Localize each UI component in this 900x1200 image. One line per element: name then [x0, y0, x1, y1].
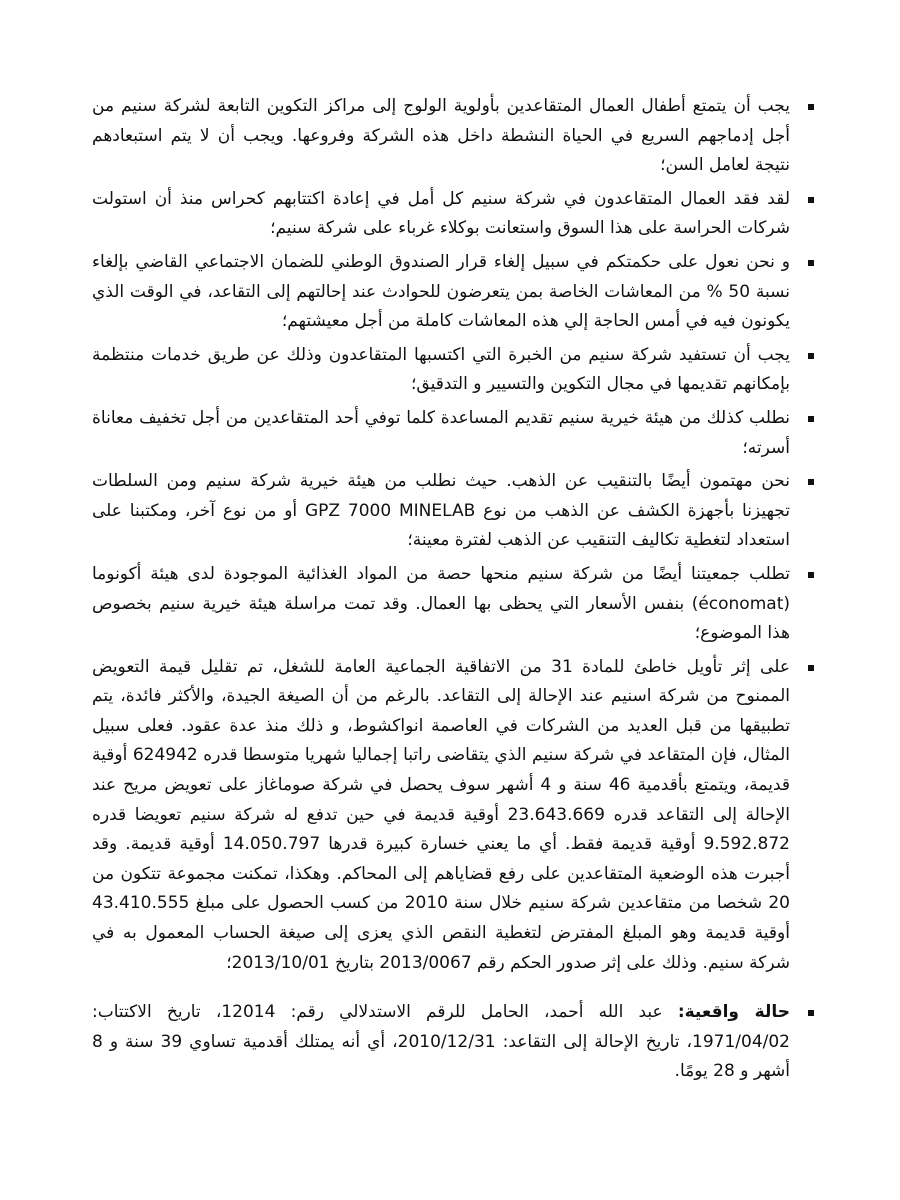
bullet-text: نطلب كذلك من هيئة خيرية سنيم تقديم المساعدة كلما توفي أحد المتقاعدين من أجل تخفيف معاناة أسرته؛ — [92, 407, 790, 458]
square-bullet-icon — [808, 665, 814, 671]
bullet-item-retiree-experience — [92, 341, 818, 400]
bullet-text: نحن مهتمون أيضًا بالتنقيب عن الذهب. حيث نطلب من هيئة خيرية شركة سنيم ومن السلطات تجهيزنا بأجهزة الكشف عن الذهب من نوع GPZ 7000 MINELAB أو من نوع آخر، ومكتبنا على استعداد لتغطية تكاليف التنقيب عن الذهب لفترة معينة؛ — [92, 471, 790, 551]
square-bullet-icon — [808, 479, 814, 485]
bullet-title: حالة واقعية: — [677, 1002, 790, 1023]
square-bullet-icon — [808, 353, 814, 359]
bullet-text: على إثر تأويل خاطئ للمادة 31 من الاتفاقية الجماعية العامة للشغل، تم تقليل قيمة التعويض الممنوح من شركة اسنيم عند الإحالة إلى التقاعد. بالرغم من أن الصيغة الجيدة، والأكثر فائدة، يتم تطبيقها من قبل العديد من الشركات في العاصمة انواكشوط، و ذلك منذ عدة عقود. فعلى سبيل المثال، فإن المتقاعد في شركة سنيم الذي يتقاضى راتبا إجماليا شهريا متوسطا قدره 624942 أوقية قديمة، ويتمتع بأقدمية 46 سنة و 4 أشهر سوف يحصل في شركة صوماغاز على تعويض مريح عند الإحالة إلى التقاعد قدره 23.643.669 أوقية قديمة في حين تدفع له شركة سنيم تعويضا قدره 9.592.872 أوقية قديمة فقط. أي ما يعني خسارة كبيرة قدرها 14.050.797 أوقية قديمة. وقد أجبرت هذه الوضعية المتقاعدين على رفع قضاياهم إلى المحاكم. وهكذا، تمكنت مجموعة تتكون من 20 شخصا من متقاعدين شركة سنيم خلال سنة 2010 من كسب الحصول على مبلغ 43.410.555 أوقية قديمة وهو المبلغ المفترض لتغطية النقص الذي يعزى إلى صيغة الحساب المعمول به في شركة سنيم. وذلك على إثر صدور الحكم رقم 2013/0067 بتاريخ 2013/10/01؛ — [92, 656, 791, 973]
bullet-item-guard-recruitment — [92, 185, 818, 244]
bullet-item-real-case — [92, 998, 818, 1087]
bullet-text — [92, 998, 790, 1087]
square-bullet-icon — [808, 197, 814, 203]
square-bullet-icon — [808, 104, 814, 110]
bullet-item-children-training-priority — [92, 92, 818, 181]
square-bullet-icon — [808, 416, 814, 422]
bullet-text: و نحن نعول على حكمتكم في سبيل إلغاء قرار الصندوق الوطني للضمان الاجتماعي القاضي بإلغاء نسبة 50 % من المعاشات الخاصة بمن يتعرضون للحوادث عند إحالتهم إلى التقاعد، في الوقت الذي يكونون فيه في أمس الحاجة إلي هذه المعاشات كاملة من أجل معيشتهم؛ — [92, 251, 790, 332]
bullet-text: لقد فقد العمال المتقاعدون في شركة سنيم كل أمل في إعادة اكتتابهم كحراس منذ أن استولت شركات الحراسة على هذا السوق واستعانت بوكلاء غرباء على شركة سنيم؛ — [92, 188, 790, 239]
bullet-item-pension-decision — [92, 248, 818, 337]
bullet-text: تطلب جمعيتنا أيضًا من شركة سنيم منحها حصة من المواد الغذائية الموجودة لدى هيئة أكونوما (économat) بنفس الأسعار التي يحظى بها العمال. وقد تمت مراسلة هيئة خيرية سنيم بخصوص هذا الموضوع؛ — [92, 563, 790, 644]
bullet-item-compensation-case — [92, 653, 818, 979]
square-bullet-icon — [808, 572, 814, 578]
bullet-item-gold-prospecting — [92, 467, 818, 556]
square-bullet-icon — [808, 260, 814, 266]
bullet-text: يجب أن يتمتع أطفال العمال المتقاعدين بأولوية الولوج إلى مراكز التكوين التابعة لشركة سنيم من أجل إدماجهم السريع في الحياة النشطة داخل هذه الشركة وفروعها. ويجب أن لا يتم استبعادهم نتيجة لعامل السن؛ — [92, 96, 790, 176]
bullet-text: يجب أن تستفيد شركة سنيم من الخبرة التي اكتسبها المتقاعدون وذلك عن طريق خدمات منتظمة بإمكانهم تقديمها في مجال التكوين والتسيير و التدقيق؛ — [92, 344, 790, 395]
bullet-item-death-assistance — [92, 404, 818, 463]
square-bullet-icon — [808, 1010, 814, 1016]
bullet-item-food-share — [92, 560, 818, 649]
bullet-body: عبد الله أحمد، الحامل للرقم الاستدلالي رقم: 12014، تاريخ الاكتتاب: 1971/04/02، تاريخ الإحالة إلى التقاعد: 2010/12/31، أي أنه يمتلك أقدمية تساوي 39 سنة و 8 أشهر و 28 يومًا. — [92, 1002, 790, 1082]
bullet-list — [92, 92, 818, 1087]
